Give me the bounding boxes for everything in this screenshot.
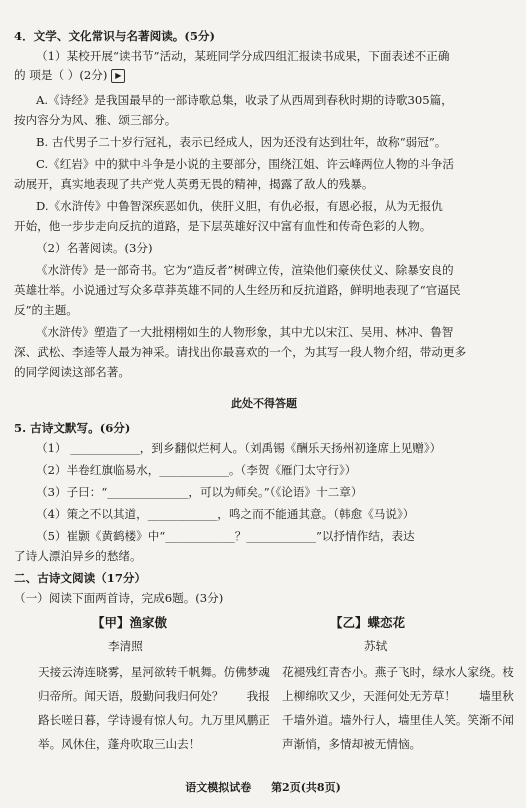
q5-line4: （4）策之不以其道，____________，鸣之而不能通其意。（韩愈《马说》） [36, 507, 415, 521]
q4-option-b: B. 古代男子二十岁行冠礼，表示已经成人，因为还没有达到壮年，故称“弱冠”。 [36, 135, 447, 149]
no-answer-divider: 此处不得答题 [231, 397, 297, 410]
q4-sub1-line2 [14, 67, 514, 84]
q4-para1-line2: 英雄壮举。小说通过写众多草莽英雄不同的人生经历和反抗道路，鲜明地表现了“官逼民 [14, 283, 461, 297]
q5-line2: （2）半卷红旗临易水，____________。（李贺《雁门太守行》） [36, 463, 357, 477]
q4-option-c-2: 动展开，真实地表现了共产党人英勇无畏的精神，揭露了敌人的残暴。 [14, 177, 374, 191]
play-icon: ▶ [111, 69, 125, 83]
q4-option-c-1: C.《红岩》中的狱中斗争是小说的主要部分，围绕江姐、许云峰两位人物的斗争活 [36, 157, 454, 171]
poem-b-title: 【乙】蝶恋花 [330, 615, 406, 630]
footer-right: 第2页(共8页) [271, 781, 341, 794]
poem-b-author: 苏轼 [364, 639, 388, 653]
q4-para2-line2: 深、武松、李逵等人最为神采。请找出你最喜欢的一个，为其写一段人物介绍，带动更多 [14, 345, 467, 359]
part2-sub: （一）阅读下面两首诗，完成6题。(3分) [14, 591, 224, 605]
q5-line5-2: 了诗人漂泊异乡的愁绪。 [14, 549, 142, 563]
q4-option-a-2: 按内容分为风、雅、颂三部分。 [14, 113, 177, 127]
q4-sub1-line2-text: 的 项是（ ）(2分) [14, 68, 108, 82]
q4-heading: 4．文学、文化常识与名著阅读。(5分) [14, 29, 216, 43]
q4-sub1-line1: （1）某校开展“读书节”活动，某班同学分成四组汇报读书成果，下面表述不正确 [36, 49, 450, 63]
poem-a-title: 【甲】渔家傲 [92, 615, 168, 630]
poem-a-author: 李清照 [108, 639, 143, 653]
q4-option-d-2: 开始，他一步步走向反抗的道路，是下层英雄好汉中富有血性和传奇色彩的人物。 [14, 219, 432, 233]
poem-a-text: 天接云涛连晓雾，星河欲转千帆舞。仿佛梦魂归帝所。闻天语，殷勤问我归何处？ 我报路长嗟日暮，学诗谩有惊人句。九万里风鹏正举。风休住，蓬舟吹取三山去！ [38, 665, 270, 751]
page-footer [0, 780, 526, 797]
q4-option-d-1: D.《水浒传》中鲁智深疾恶如仇，侠肝义胆，有仇必报，有恩必报，从为无报仇 [36, 199, 443, 213]
q4-para2-line3: 的同学阅读这部名著。 [14, 365, 130, 379]
q4-option-a-1: A.《诗经》是我国最早的一部诗歌总集，收录了从西周到春秋时期的诗歌305篇， [36, 93, 453, 107]
q5-line1: （1） ____________，到乡翻似烂柯人。（刘禹锡《酬乐天扬州初逢席上见赠》） [36, 441, 442, 455]
part2-heading: 二、古诗文阅读（17分） [14, 571, 147, 585]
footer-left: 语文模拟试卷 [185, 781, 252, 794]
q5-heading: 5. 古诗文默写。(6分) [14, 421, 131, 435]
q5-line3: （3）子曰：“______________，可以为师矣。”（《论语》十二章） [36, 485, 363, 499]
q4-para2-line1: 《水浒传》塑造了一大批栩栩如生的人物形象，其中尤以宋江、吴用、林冲、鲁智 [36, 325, 454, 339]
q4-sub2: （2）名著阅读。(3分) [36, 241, 153, 255]
q4-para1-line3: 反”的主题。 [14, 303, 78, 317]
q4-para1-line1: 《水浒传》是一部奇书。它为“造反者”树碑立传，渲染他们豪侠仗义、除暴安良的 [36, 263, 454, 277]
poem-b-text: 花褪残红青杏小。燕子飞时，绿水人家绕。枝上柳绵吹又少，天涯何处无芳草！ 墙里秋千墙外道。墙外行人，墙里佳人笑。笑渐不闻声渐悄，多情却被无情恼。 [282, 665, 514, 751]
q5-line5-1: （5）崔颢《黄鹤楼》中“____________？____________”以抒情作结，表达 [36, 529, 415, 543]
